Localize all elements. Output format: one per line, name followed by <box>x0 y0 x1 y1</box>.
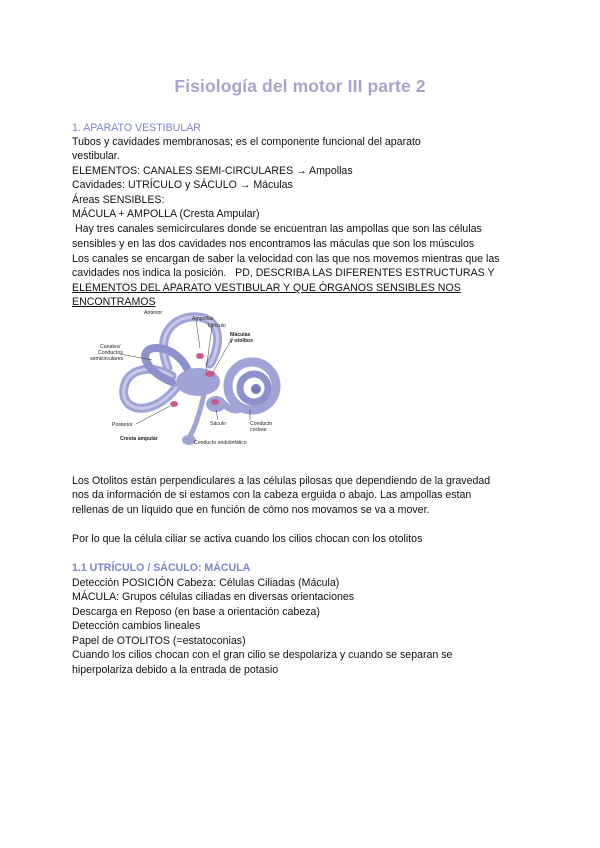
label-ampollas: Ampollas <box>192 316 214 322</box>
section-heading-aparato-vestibular: 1. APARATO VESTIBULAR <box>72 122 201 134</box>
text-line: rellenas de un líquido que en función de cómo nos movamos se va a mover. <box>72 504 430 516</box>
text-line: nos da información de si estamos con la cabeza erguida o abajo. Las ampollas estan <box>72 489 472 501</box>
text-line: Papel de OTOLITOS (=estatoconias) <box>72 635 246 647</box>
text-line: Descarga en Reposo (en base a orientación cabeza) <box>72 606 320 618</box>
text-line: Los canales se encargan de saber la velocidad con las que nos movemos mientras que las <box>72 253 500 265</box>
text-line: Por lo que la célula ciliar se activa cuando los cilios chocan con los otolitos <box>72 533 423 545</box>
vestibular-apparatus-figure <box>72 308 282 452</box>
text-line: ELEMENTOS: CANALES SEMI-CIRCULARES → Ampollas <box>72 165 353 177</box>
label-anterior: Anterior <box>144 310 163 316</box>
label-posterior: Posterior <box>112 422 133 428</box>
text-line: Detección cambios lineales <box>72 620 201 632</box>
label-conducto: Conducto <box>250 421 273 427</box>
text-line: MÁCULA: Grupos células ciliadas en diversas orientaciones <box>72 591 355 603</box>
section-heading-utriculo-saculo: 1.1 UTRÍCULO / SÁCULO: MÁCULA <box>72 562 251 574</box>
text-line: Cuando los cilios chocan con el gran cilio se despolariza y cuando se separan se <box>72 649 453 661</box>
text-line: Detección POSICIÓN Cabeza: Células Ciliadas (Mácula) <box>72 577 340 589</box>
crista-ampullaris <box>170 401 178 407</box>
label-conducto-endolinfatico: Conducto endolinfático <box>194 440 247 446</box>
text-line: cavidades nos indica la posición. PD, DESCRIBA LAS DIFERENTES ESTRUCTURAS Y <box>72 267 495 279</box>
label-semicirculares: semicirculares <box>90 356 124 362</box>
text-line: MÁCULA + AMPOLLA (Cresta Ampular) <box>72 208 260 220</box>
text-line: vestibular. <box>72 150 120 162</box>
text-line: hiperpolariza debido a la entrada de potasio <box>72 664 279 676</box>
page-title: Fisiología del motor III parte 2 <box>174 76 426 96</box>
label-maculas: Máculas <box>230 332 251 338</box>
label-cresta-ampular: Cresta ampular <box>120 436 158 442</box>
label-utriculo: Utrículo <box>208 323 226 329</box>
text-line: Los Otolitos están perpendiculares a las células pilosas que dependiendo de la gravedad <box>72 475 491 487</box>
text-line: sensibles y en las dos cavidades nos encontramos las máculas que son los músculos <box>72 238 475 250</box>
macula-utricle <box>205 371 215 377</box>
text-line: Áreas SENSIBLES: <box>72 194 165 206</box>
text-line-underlined: ELEMENTOS DEL APARATO VESTIBULAR Y QUE ÓRGANOS SENSIBLES NOS <box>72 282 461 294</box>
label-otolitos: y otolitos <box>230 338 254 344</box>
label-canales: Canales/ <box>100 344 121 350</box>
text-line: Tubos y cavidades membranosas; es el componente funcional del aparato <box>72 136 421 148</box>
endolymphatic-duct <box>190 394 204 436</box>
label-saculo: Sáculo <box>210 421 226 427</box>
label-coclear: coclear <box>250 427 267 433</box>
text-line: Hay tres canales semicirculares donde se encuentran las ampollas que son las células <box>72 223 482 235</box>
text-line: Cavidades: UTRÍCULO y SÁCULO → Máculas <box>72 179 293 191</box>
ampulla-sensory-area <box>196 353 204 359</box>
macula-saccule <box>211 399 219 405</box>
text-line-underlined: ENCONTRAMOS <box>72 296 156 308</box>
vestibular-diagram <box>72 308 282 452</box>
label-conductos: Conductos <box>98 350 123 356</box>
